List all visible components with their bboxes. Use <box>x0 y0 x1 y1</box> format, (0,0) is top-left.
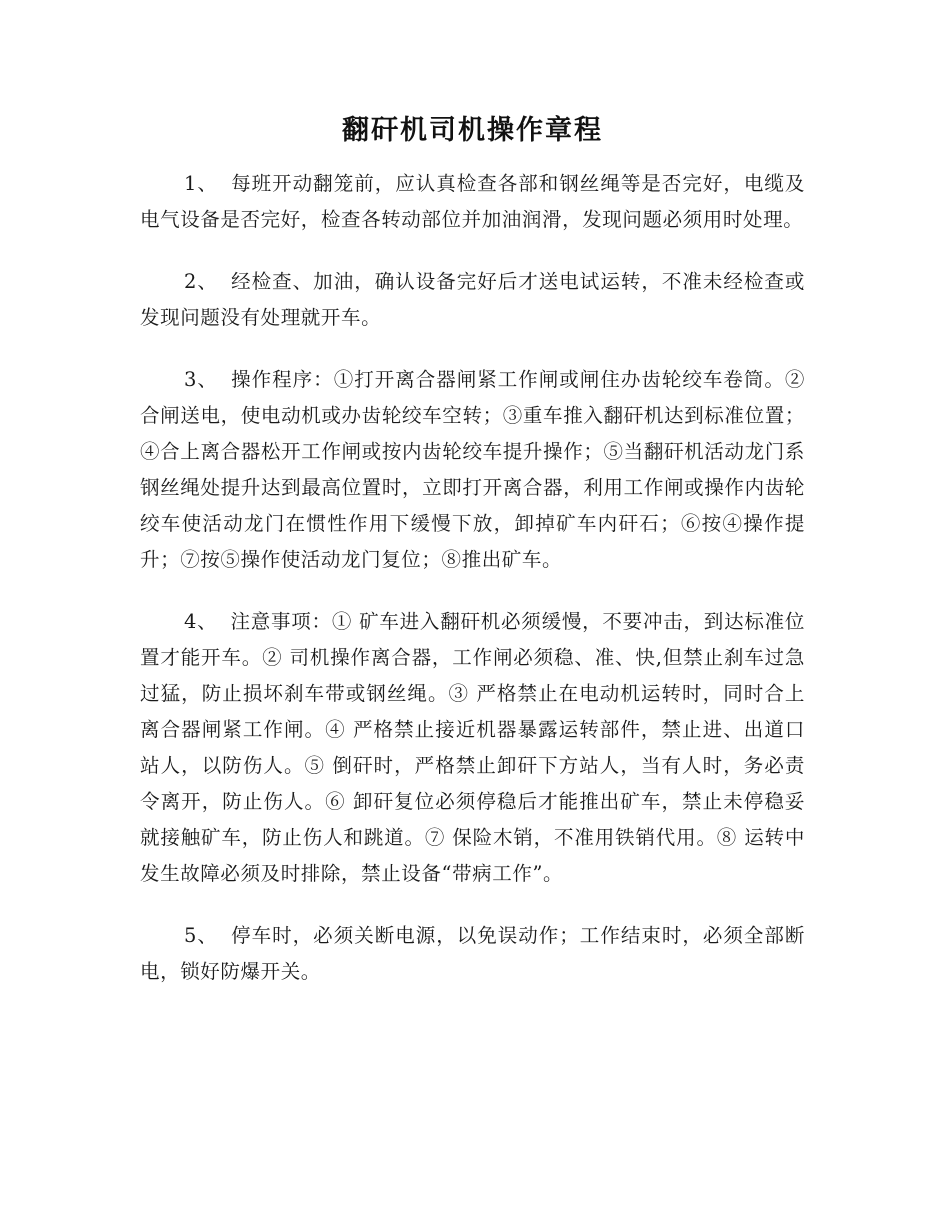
paragraph-2-number: 2、 <box>184 270 218 293</box>
paragraph-2-text: 经检查、加油，确认设备完好后才送电试运转，不准未经检查或发现问题没有处理就开车。 <box>140 270 805 329</box>
paragraph-4-text: 注意事项：① 矿车进入翻矸机必须缓慢，不要冲击，到达标准位置才能开车。② 司机操作离合器，工作闸必须稳、准、快,但禁止刹车过急过猛，防止损坏刹车带或钢丝绳。③ 严格禁止在电动机运转时，同时合上离合器闸紧工作闸。④ 严格禁止接近机器暴露运转部件，禁止进、出道口站人，以防伤人。⑤ 倒矸时，严格禁止卸矸下方站人，当有人时，务必责令离开，防止伤人。⑥ 卸矸复位必须停稳后才能推出矿车，禁止未停稳妥就接触矿车，防止伤人和跳道。⑦ 保险木销，不准用铁销代用。⑧ 运转中发生故障必须及时排除，禁止设备“带病工作”。 <box>140 610 805 885</box>
paragraph-4 <box>140 604 805 892</box>
paragraph-1 <box>140 166 805 238</box>
paragraph-1-number: 1、 <box>184 172 218 195</box>
paragraph-1-text: 每班开动翻笼前，应认真检查各部和钢丝绳等是否完好，电缆及电气设备是否完好，检查各转动部位并加油润滑，发现问题必须用时处理。 <box>140 172 805 231</box>
paragraph-3-number: 3、 <box>184 368 218 391</box>
paragraph-3 <box>140 362 805 578</box>
paragraph-3-text: 操作程序：①打开离合器闸紧工作闸或闸住办齿轮绞车卷筒。②合闸送电，使电动机或办齿轮绞车空转；③重车推入翻矸机达到标准位置；④合上离合器松开工作闸或按内齿轮绞车提升操作；⑤当翻矸机活动龙门系钢丝绳处提升达到最高位置时，立即打开离合器，利用工作闸或操作内齿轮绞车使活动龙门在惯性作用下缓慢下放，卸掉矿车内矸石；⑥按④操作提升；⑦按⑤操作使活动龙门复位；⑧推出矿车。 <box>140 368 805 571</box>
paragraph-5 <box>140 918 805 990</box>
paragraph-2 <box>140 264 805 336</box>
document-title: 翻矸机司机操作章程 <box>342 115 603 146</box>
paragraph-5-text: 停车时，必须关断电源，以免误动作；工作结束时，必须全部断电，锁好防爆开关。 <box>140 924 805 983</box>
paragraph-5-number: 5、 <box>184 924 218 947</box>
paragraph-4-number: 4、 <box>184 610 218 633</box>
document-page <box>140 108 805 1016</box>
